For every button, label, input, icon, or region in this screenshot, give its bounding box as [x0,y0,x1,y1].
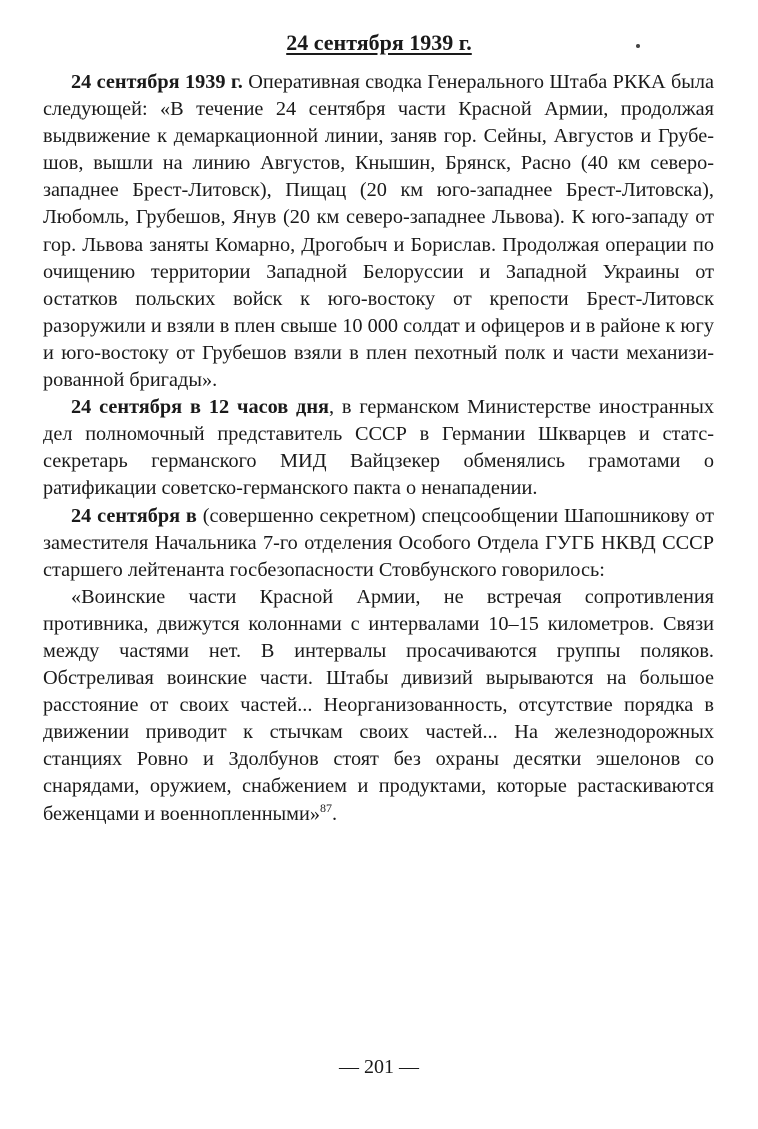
paragraph-text: (совершенно секретном) спецсообщении Шапошникову от заместителя Начальника 7-го отделения Особого Отдела ГУГБ НКВД СССР старшего лейтенанта госбезопасности Стовбунского говорилось: [43,504,714,581]
paragraph-quote [43,584,714,828]
quote-tail: . [332,802,338,825]
paragraph-ratification [43,394,714,502]
paragraph-lead-date: 24 сентября в 12 часов дня [71,396,329,419]
paragraph-operational-report [43,69,714,394]
footnote-reference[interactable]: 87 [320,800,333,815]
page-heading [0,28,758,58]
paragraph-lead-date: 24 сентября 1939 г. [71,71,243,93]
page-number: — 201 — [339,1056,419,1078]
quote-text: «Воинские части Красной Армии, не встречая сопротивления противника, движутся колоннами с интервалами 10–15 километров. Связи между частями нет. В интервалы просачиваются группы поляков. Обстреливая воинские части. Штабы дивизий вырываются на большое расстояние от своих частей... Неорганизованность, отсутствие порядка в движении приводит к стычкам своих частей... На железнодорожных станциях Ровно и Здолбунов стоят без охраны десятки эшелонов со снарядами, оружием, снабжением и продуктами, которые растаскиваются беженцами и военнопленными» [43,585,714,825]
paragraph-special-report [43,503,714,584]
body-text [43,69,714,828]
paragraph-text: , в германском Министерстве иностранных дел полномочный представитель СССР в Германии Шкварцев и статс-секретарь германского МИД Вайцзекер обменялись грамотами о ратификации советско-германского пакта о ненападении. [43,396,714,500]
page-heading-text: 24 сентября 1939 г. [286,30,472,55]
scan-speck [636,44,640,48]
paragraph-text: Оперативная сводка Генерального Штаба РККА была следующей: «В течение 24 сентября части Красной Армии, продолжая выдвижение к демаркационной линии, заняв гор. Сейны, Августов и Грубешов, вышли на линию Августов, Кнышин, Брянск, Расно (40 км северо-западнее Брест-Литовск), Пищац (20 км юго-западнее Брест-Литовска), Любомль, Грубешов, Янув (20 км северо-западнее Львова). К юго-западу от гор. Львова заняты Комарно, Дрогобыч и Борислав. Продолжая операции по очищению территории Западной Белоруссии и Западной Украины от остатков польских войск к юго-востоку от крепости Брест-Литовск разоружили и взяли в плен свыше 10 000 солдат и офицеров и в районе к югу и юго-востоку от Грубешов взяли в плен пехотный полк и части механизированной бригады». [43,71,715,392]
paragraph-lead-date: 24 сентября в [71,504,197,527]
